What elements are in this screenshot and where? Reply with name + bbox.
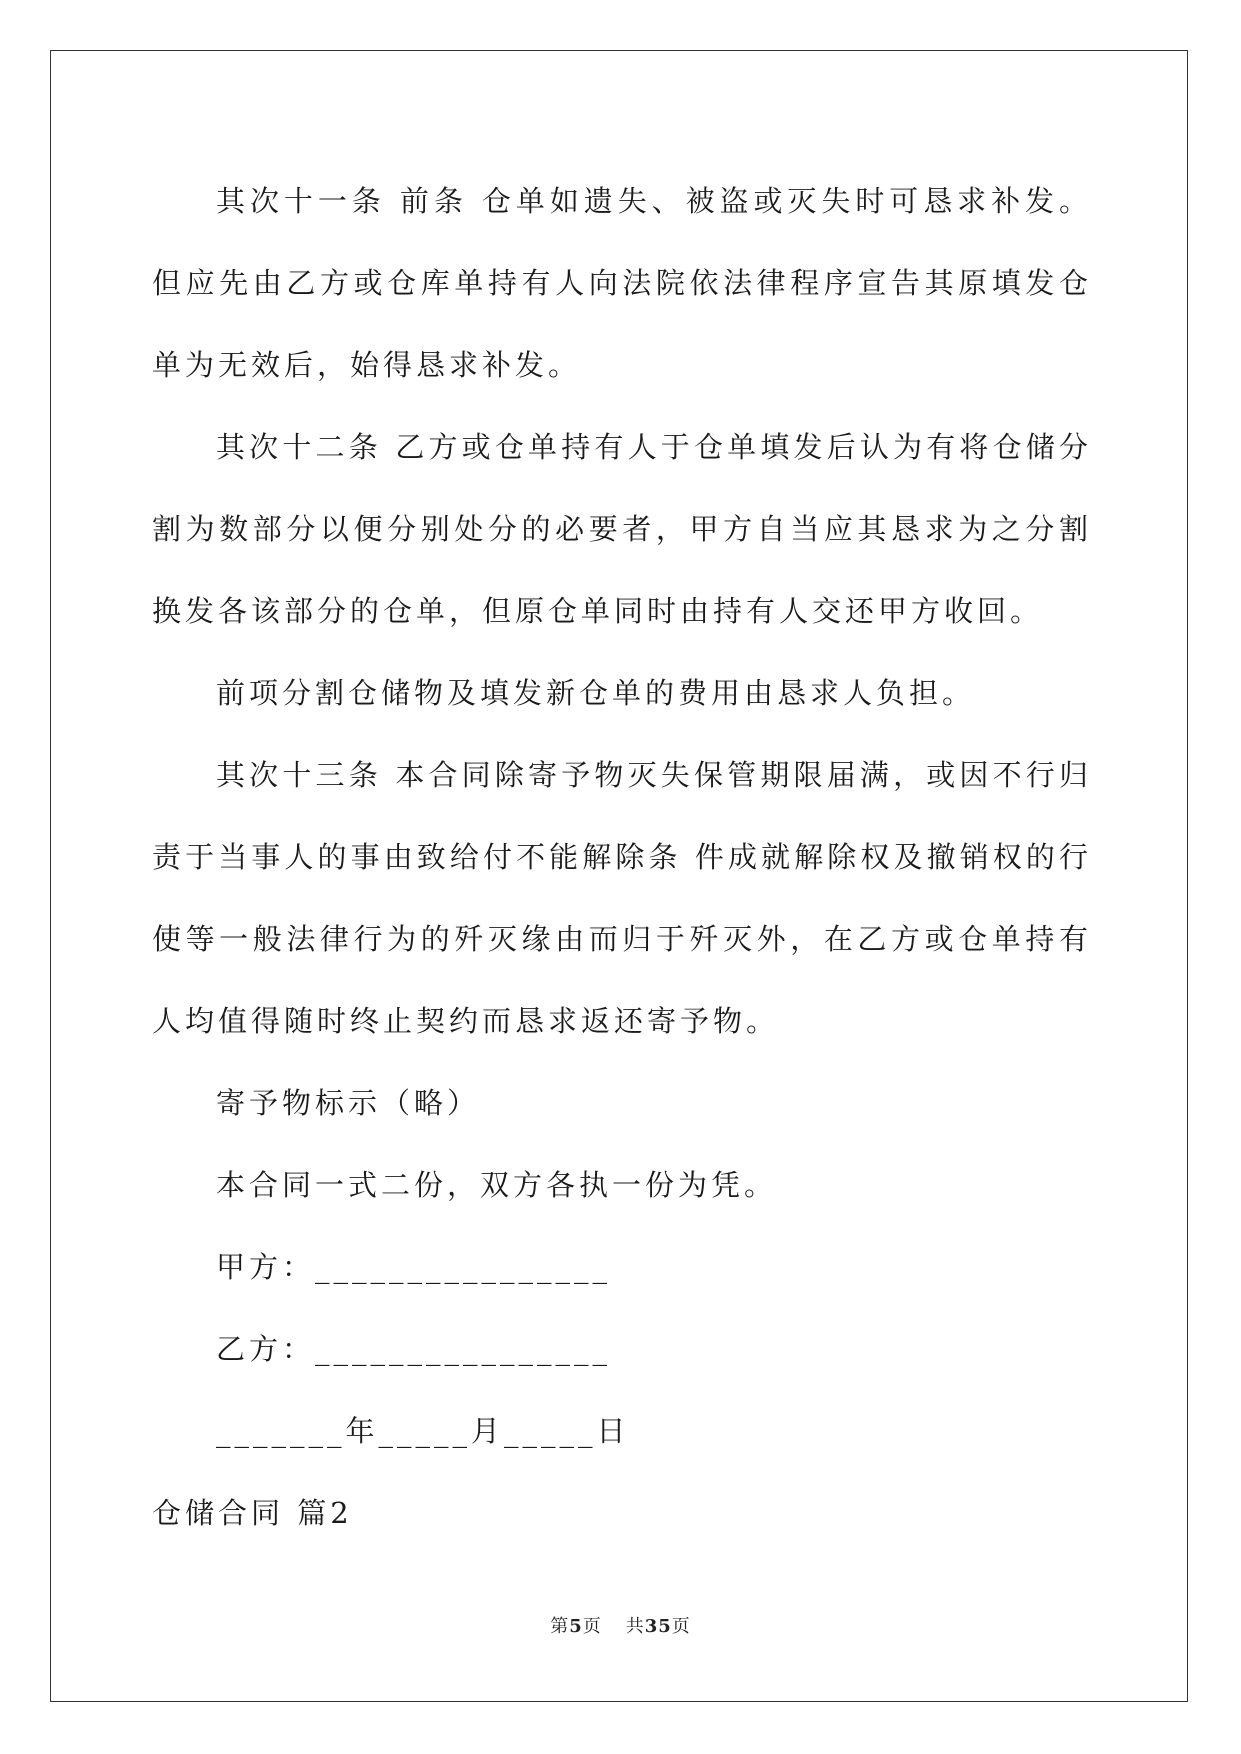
paragraph-goods-label: 寄予物标示（略） — [216, 1086, 481, 1120]
party-a-signature-line: 甲方：________________ — [216, 1250, 612, 1284]
section-heading: 仓储合同 篇2 — [152, 1496, 353, 1530]
date-line: _______年_____月_____日 — [216, 1414, 630, 1448]
total-suffix: 页 — [671, 1616, 691, 1637]
party-b-signature-line: 乙方：________________ — [216, 1332, 612, 1366]
page-number: 5 — [569, 1616, 583, 1637]
page-footer — [0, 1612, 1241, 1638]
paragraph-article-13: 其次十三条 本合同除寄予物灭失保管期限届满，或因不行归责于当事人的事由致给付不能解除条 件成就解除权及撤销权的行使等一般法律行为的歼灭缘由而归于歼灭外，在乙方或仓单持有人均值得随时终止契约而恳求返还寄予物。 — [152, 758, 1092, 1038]
total-prefix: 共 — [625, 1616, 645, 1637]
document-body — [152, 160, 1092, 1554]
paragraph-article-12: 其次十二条 乙方或仓单持有人于仓单填发后认为有将仓储分割为数部分以便分别处分的必要者，甲方自当应其恳求为之分割换发各该部分的仓单，但原仓单同时由持有人交还甲方收回。 — [152, 430, 1092, 628]
paragraph-split-fee: 前项分割仓储物及填发新仓单的费用由恳求人负担。 — [216, 676, 976, 710]
page-suffix: 页 — [582, 1616, 602, 1637]
paragraph-copies: 本合同一式二份，双方各执一份为凭。 — [216, 1168, 778, 1202]
paragraph-article-11: 其次十一条 前条 仓单如遗失、被盗或灭失时可恳求补发。但应先由乙方或仓库单持有人向法院依法律程序宣告其原填发仓单为无效后，始得恳求补发。 — [152, 184, 1092, 382]
page-prefix: 第 — [550, 1616, 570, 1637]
total-pages: 35 — [644, 1616, 672, 1637]
